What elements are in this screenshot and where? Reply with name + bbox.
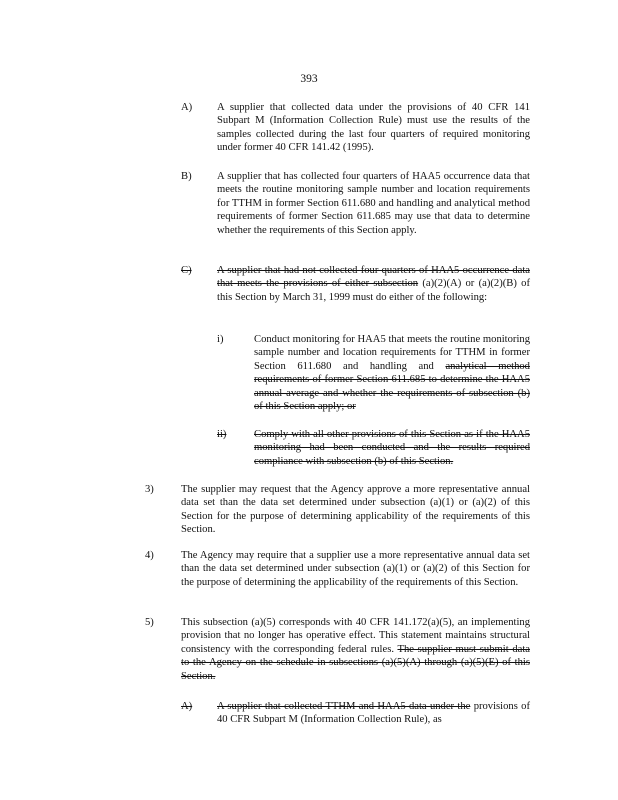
page-number: 393 bbox=[300, 73, 318, 85]
paragraph-5-a-label: A) bbox=[181, 701, 193, 712]
item-c-label: C) bbox=[181, 265, 192, 276]
paragraph-5-struck-text: The supplier must submit data to the Agency on the schedule in subsections (a)(5)(A) through (a)(5)(E) of this Section. bbox=[181, 643, 530, 682]
paragraph-5-plain-text: This subsection (a)(5) corresponds with 40 CFR 141.172(a)(5), an implementing provision that no longer has operative effect. This statement maintains structural consistency with the corresponding federal rules. bbox=[181, 617, 530, 655]
item-c-i-plain-text: Conduct monitoring for HAA5 that meets the routine monitoring sample number and location requirements for TTHM in former Section 611.680 and handling and bbox=[254, 334, 530, 372]
item-c-text bbox=[217, 264, 530, 304]
paragraph-3-text: The supplier may request that the Agency approve a more representative annual data set than the data set determined under subsection (a)(1) or (a)(2) of this Section for the purpose of determining applicability of the requirements of this Section. bbox=[181, 484, 530, 536]
item-b-text: A supplier that has collected four quarters of HAA5 occurrence data that meets the routine monitoring sample number and location requirements for TTHM in former Section 611.680 and handling and analytical method requirements of former Section 611.685 may use that data to determine whether the requirements of this Section apply. bbox=[217, 171, 530, 236]
item-c-ii-struck-text: Comply with all other provisions of this Section as if the HAA5 monitoring had been conducted and the results required compliance with subsection (b) of this Section. bbox=[254, 429, 530, 467]
paragraph-5-label: 5) bbox=[145, 617, 154, 628]
paragraph-5-a-struck-text: A supplier that collected TTHM and HAA5 data under the bbox=[217, 701, 471, 712]
paragraph-4-label: 4) bbox=[145, 550, 154, 561]
paragraph-5-text bbox=[181, 616, 530, 683]
item-c-ii-label: ii) bbox=[217, 429, 227, 440]
paragraph-3-label: 3) bbox=[145, 484, 154, 495]
item-c-i-label: i) bbox=[217, 334, 224, 345]
item-c-i-struck-text: analytical method requirements of former Section 611.685 to determine the HAA5 annual average and whether the requirements of subsection (b) of this Section apply; or bbox=[254, 360, 530, 413]
item-a-text: A supplier that collected data under the provisions of 40 CFR 141 Subpart M (Information Collection Rule) must use the results of the samples collected during the last four quarters of required monitoring under former 40 CFR 141.42 (1995). bbox=[217, 102, 530, 154]
item-b-label: B) bbox=[181, 171, 192, 182]
paragraph-5-a-plain-text: provisions of 40 CFR Subpart M (Information Collection Rule), as bbox=[217, 701, 530, 726]
paragraph-5-a-text bbox=[217, 700, 530, 727]
item-c-i-text bbox=[254, 333, 530, 413]
item-c-struck-text: A supplier that had not collected four quarters of HAA5 occurrence data that meets the provisions of either subsection bbox=[217, 265, 530, 290]
item-c-plain-text: (a)(2)(A) or (a)(2)(B) of this Section by March 31, 1999 must do either of the following: bbox=[217, 278, 530, 303]
paragraph-4-text: The Agency may require that a supplier use a more representative annual data set than the data set determined under subsection (a)(1) or (a)(2) of this Section for the purpose of determining the applicability of the requirements of this Section. bbox=[181, 550, 530, 588]
item-a-label: A) bbox=[181, 102, 193, 113]
